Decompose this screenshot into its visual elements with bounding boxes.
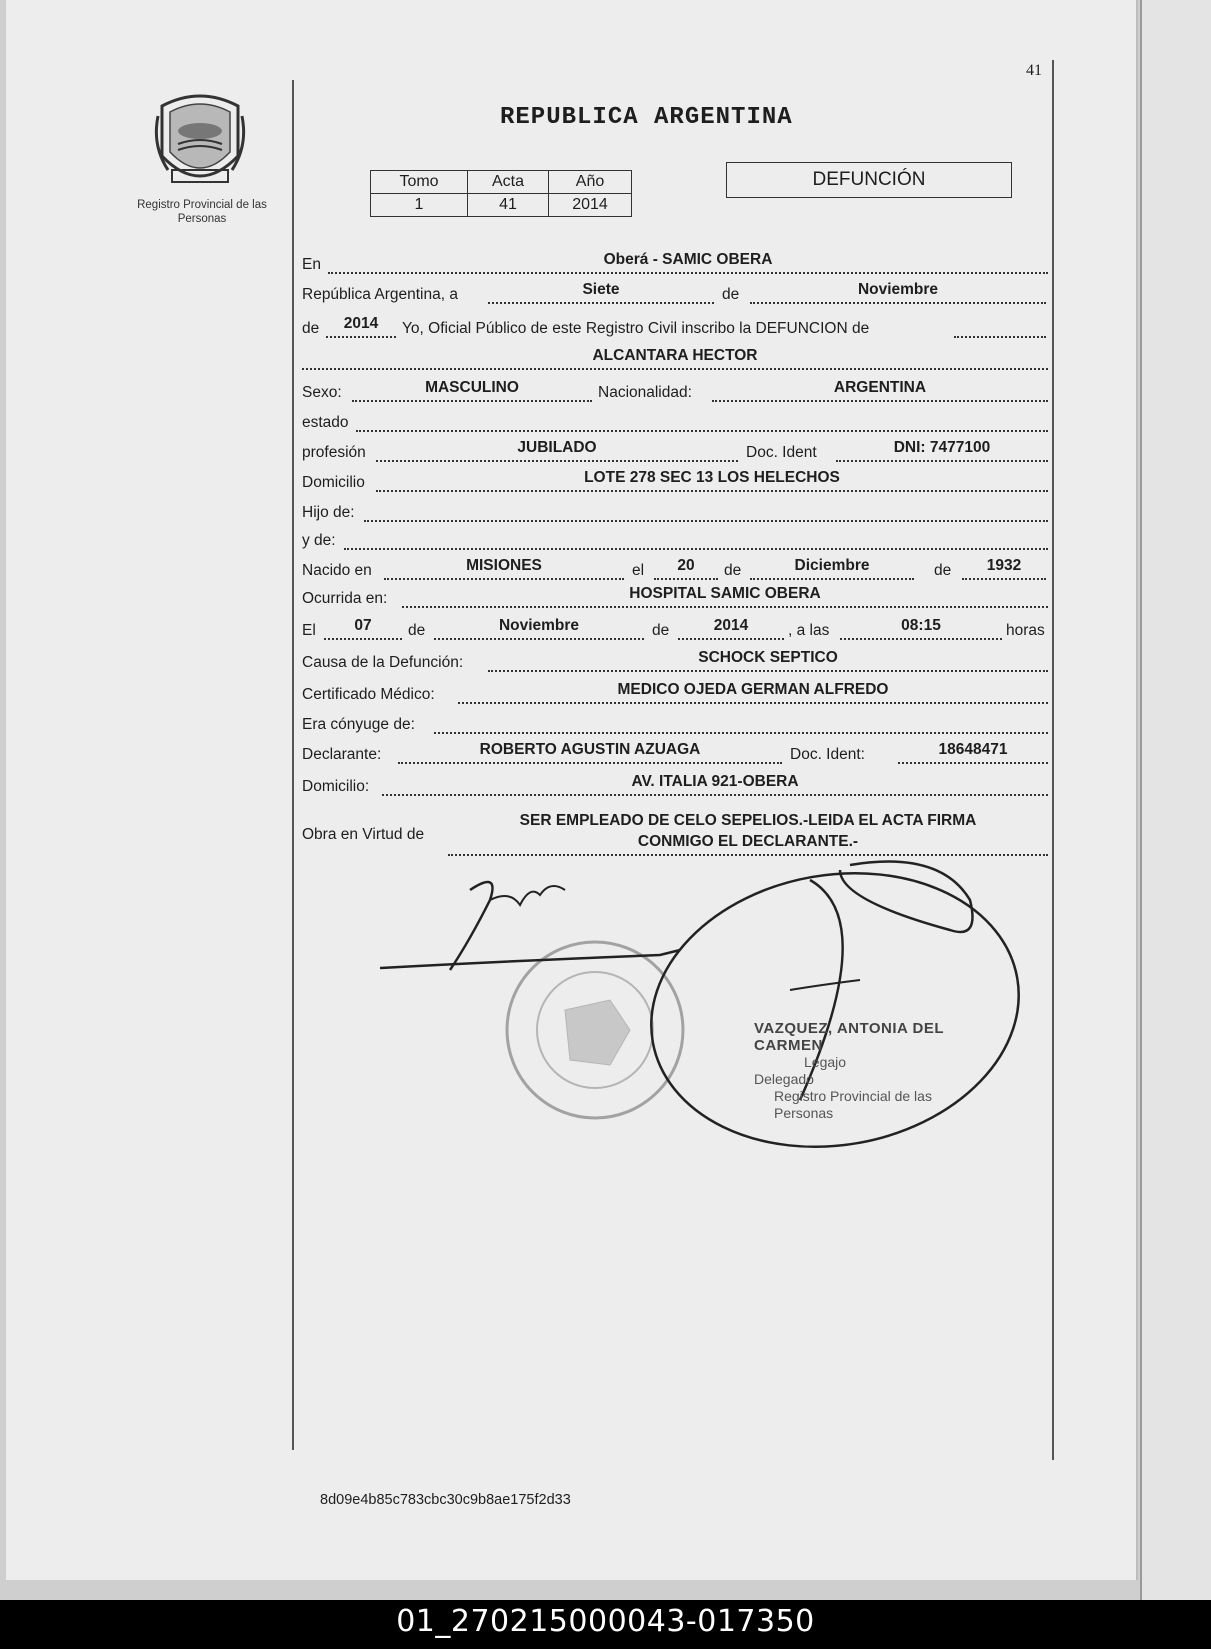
field-nationality bbox=[712, 378, 1048, 402]
value-death-time: 08:15 bbox=[901, 617, 941, 634]
value-day: Siete bbox=[582, 281, 620, 298]
value-death-year: 2014 bbox=[713, 617, 749, 634]
field-year bbox=[326, 314, 396, 338]
value-death-place: HOSPITAL SAMIC OBERA bbox=[629, 585, 821, 602]
value-cause: SCHOCK SEPTICO bbox=[698, 649, 838, 666]
field-father bbox=[364, 498, 1048, 522]
scan-id: 01_270215000043-017350 bbox=[396, 1604, 815, 1639]
field-day bbox=[488, 280, 714, 304]
registry-round-stamp-icon bbox=[507, 942, 683, 1118]
field-estado bbox=[356, 408, 1048, 432]
table-header: Año bbox=[549, 171, 632, 194]
field-row-cause bbox=[302, 648, 1052, 674]
official-stamp-line2: Legajo bbox=[804, 1054, 847, 1070]
label-de-death-month: de bbox=[408, 622, 426, 639]
field-certificate bbox=[458, 680, 1048, 704]
field-row-certificate bbox=[302, 680, 1052, 706]
label-causa: Causa de la Defunción: bbox=[302, 654, 464, 671]
field-row-mother bbox=[302, 526, 1052, 552]
field-row-declarant bbox=[302, 740, 1052, 766]
field-row-profession bbox=[302, 438, 1052, 464]
field-row-by-virtue bbox=[302, 812, 1052, 858]
field-death-day bbox=[324, 616, 402, 640]
field-row-spouse bbox=[302, 710, 1052, 736]
label-doc-ident: Doc. Ident bbox=[746, 444, 817, 461]
field-document bbox=[836, 438, 1048, 462]
field-row-date bbox=[302, 280, 1052, 306]
field-cause bbox=[488, 648, 1048, 672]
field-birth-day bbox=[654, 556, 718, 580]
table-cell: 1 bbox=[371, 194, 468, 217]
value-certificate: MEDICO OJEDA GERMAN ALFREDO bbox=[617, 681, 889, 698]
label-nacionalidad: Nacionalidad: bbox=[598, 384, 692, 401]
page-number: 41 bbox=[1026, 62, 1042, 79]
label-sexo: Sexo: bbox=[302, 384, 342, 401]
value-address: LOTE 278 SEC 13 LOS HELECHOS bbox=[584, 469, 840, 486]
value-deceased: ALCANTARA HECTOR bbox=[592, 347, 758, 364]
field-row-birth bbox=[302, 556, 1052, 582]
label-estado: estado bbox=[302, 414, 349, 431]
label-el: el bbox=[632, 562, 645, 579]
value-death-day: 07 bbox=[354, 617, 372, 634]
label-de-year: de bbox=[302, 320, 320, 337]
field-row-declarant-address bbox=[302, 772, 1052, 798]
official-stamp-line3: Delegado bbox=[754, 1071, 814, 1087]
left-margin-rule bbox=[292, 80, 294, 1450]
value-by-virtue-line1: SER EMPLEADO DE CELO SEPELIOS.-LEIDA EL ACTA FIRMA bbox=[519, 812, 977, 829]
value-declarant: ROBERTO AGUSTIN AZUAGA bbox=[479, 741, 701, 758]
field-place bbox=[328, 250, 1048, 274]
field-death-month bbox=[434, 616, 644, 640]
value-document: DNI: 7477100 bbox=[893, 439, 991, 456]
label-a-las: , a las bbox=[788, 622, 830, 639]
field-row-deceased bbox=[302, 346, 1052, 372]
label-horas: horas bbox=[1006, 622, 1045, 639]
field-death-time bbox=[840, 616, 1002, 640]
field-row-father bbox=[302, 498, 1052, 524]
field-mother bbox=[344, 526, 1048, 550]
field-row-year bbox=[302, 314, 1052, 340]
field-sex bbox=[352, 378, 592, 402]
label-domicilio: Domicilio bbox=[302, 474, 365, 491]
value-month: Noviembre bbox=[857, 281, 939, 298]
official-name: VAZQUEZ, ANTONIA DEL CARMEN bbox=[754, 1020, 944, 1054]
field-declarant-doc bbox=[898, 740, 1048, 764]
table-header: Acta bbox=[468, 171, 549, 194]
record-table bbox=[370, 170, 632, 217]
field-deceased bbox=[302, 346, 1048, 370]
value-birth-month: Diciembre bbox=[794, 557, 870, 574]
field-profession bbox=[376, 438, 738, 462]
label-republica: República Argentina, a bbox=[302, 286, 458, 303]
scan-footer bbox=[0, 1600, 1211, 1649]
table-cell: 2014 bbox=[549, 194, 632, 217]
value-sex: MASCULINO bbox=[425, 379, 519, 396]
document-hash: 8d09e4b85c783cbc30c9b8ae175f2d33 bbox=[320, 1492, 571, 1508]
field-birth-month bbox=[750, 556, 914, 580]
label-de-birth-month: de bbox=[724, 562, 742, 579]
value-birth-day: 20 bbox=[677, 557, 695, 574]
label-hijo-de: Hijo de: bbox=[302, 504, 355, 521]
label-oficial: Yo, Oficial Público de este Registro Civil inscribo la DEFUNCION de bbox=[402, 320, 870, 337]
table-header: Tomo bbox=[371, 171, 468, 194]
label-domicilio-2: Domicilio: bbox=[302, 778, 370, 795]
adjacent-page bbox=[1140, 0, 1211, 1600]
field-row-death-place bbox=[302, 584, 1052, 610]
official-stamp-text bbox=[754, 1020, 994, 1122]
misiones-coat-of-arms-icon bbox=[150, 86, 250, 196]
label-de: de bbox=[722, 286, 740, 303]
label-en: En bbox=[302, 256, 321, 273]
field-row-estado bbox=[302, 408, 1052, 434]
field-declarant bbox=[398, 740, 782, 764]
value-birth-year: 1932 bbox=[986, 557, 1022, 574]
field-oficial-trail bbox=[954, 314, 1046, 338]
field-spouse bbox=[434, 710, 1048, 734]
table-header-row bbox=[371, 171, 632, 194]
label-conyuge: Era cónyuge de: bbox=[302, 716, 415, 733]
right-margin-rule bbox=[1052, 60, 1054, 1460]
field-address bbox=[376, 468, 1048, 492]
table-cell: 41 bbox=[468, 194, 549, 217]
label-de-death-year: de bbox=[652, 622, 670, 639]
field-month bbox=[750, 280, 1046, 304]
label-doc-ident-2: Doc. Ident: bbox=[790, 746, 865, 763]
label-de-birth-year: de bbox=[934, 562, 952, 579]
value-profession: JUBILADO bbox=[517, 439, 597, 456]
value-declarant-address: AV. ITALIA 921-OBERA bbox=[631, 773, 799, 790]
field-death-place bbox=[402, 584, 1048, 608]
field-row-place bbox=[302, 250, 1052, 276]
field-death-year bbox=[678, 616, 784, 640]
field-declarant-address bbox=[382, 772, 1048, 796]
field-row-address bbox=[302, 468, 1052, 494]
field-by-virtue bbox=[448, 810, 1048, 856]
field-row-death-date bbox=[302, 616, 1052, 642]
label-declarante: Declarante: bbox=[302, 746, 382, 763]
label-obra: Obra en Virtud de bbox=[302, 826, 425, 843]
label-nacido-en: Nacido en bbox=[302, 562, 372, 579]
label-certificado: Certificado Médico: bbox=[302, 686, 435, 703]
value-year: 2014 bbox=[343, 315, 379, 332]
label-profesion: profesión bbox=[302, 444, 366, 461]
official-stamp-line4: Registro Provincial de las Personas bbox=[774, 1088, 932, 1121]
table-row bbox=[371, 194, 632, 217]
value-nationality: ARGENTINA bbox=[833, 379, 927, 396]
label-ocurrida-en: Ocurrida en: bbox=[302, 590, 388, 607]
field-birth-year bbox=[962, 556, 1046, 580]
registry-caption: Registro Provincial de las Personas bbox=[137, 199, 267, 225]
label-y-de: y de: bbox=[302, 532, 336, 549]
declarant-signature-icon bbox=[380, 882, 680, 970]
field-birth-place bbox=[384, 556, 624, 580]
value-birth-place: MISIONES bbox=[466, 557, 542, 574]
field-row-sex bbox=[302, 378, 1052, 404]
value-place: Oberá - SAMIC OBERA bbox=[603, 251, 773, 268]
value-death-month: Noviembre bbox=[498, 617, 580, 634]
act-type-box: DEFUNCIÓN bbox=[726, 162, 1012, 198]
value-by-virtue-line2: CONMIGO EL DECLARANTE.- bbox=[637, 833, 859, 850]
label-el-upper: El bbox=[302, 622, 316, 639]
value-declarant-doc: 18648471 bbox=[938, 741, 1008, 758]
page-title: REPUBLICA ARGENTINA bbox=[500, 104, 793, 131]
